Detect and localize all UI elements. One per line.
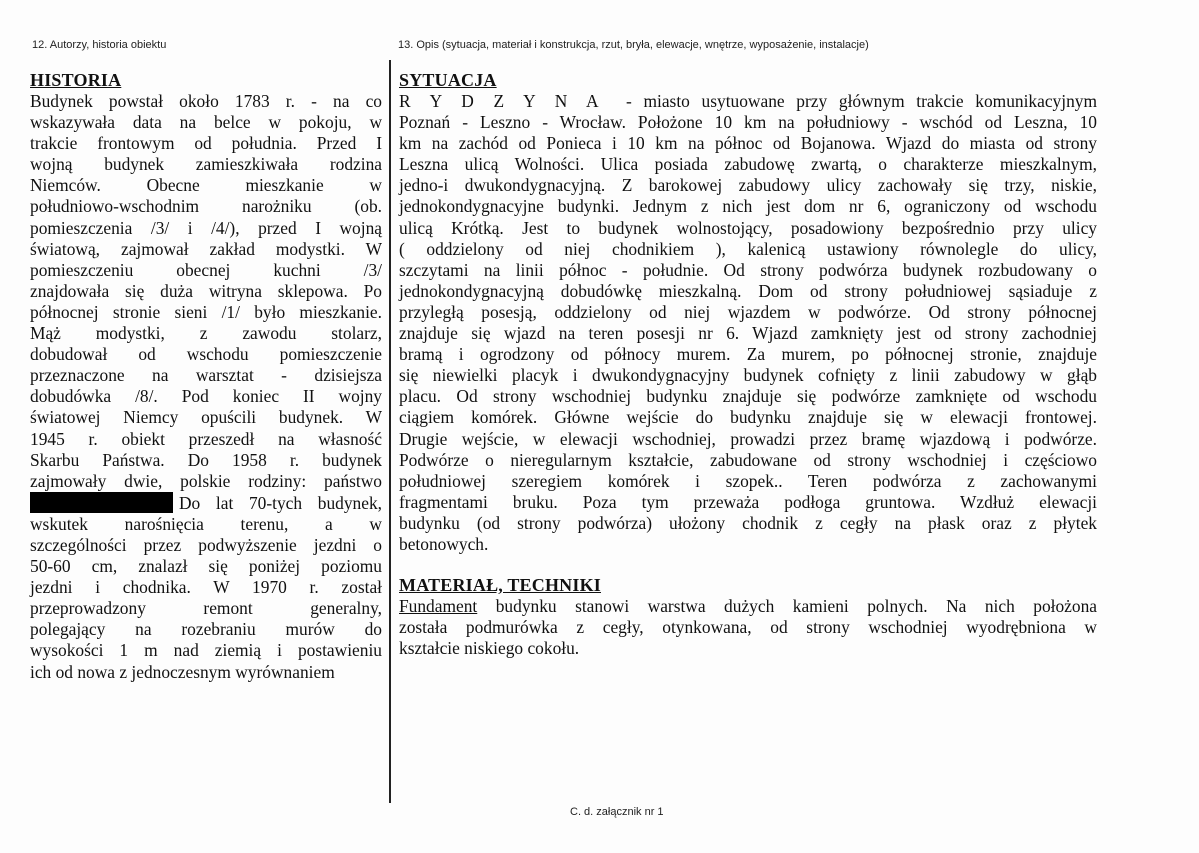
text-line: południowo-wschodnim narożniku (ob. (30, 196, 382, 217)
situation-text (399, 112, 1097, 534)
text-line: pomieszczenia /3/ i /4/), przed I wojną (30, 217, 382, 238)
history-column (30, 70, 382, 683)
material-heading: MATERIAŁ, TECHNIKI (399, 575, 601, 596)
text-line: jedno-i dwukondygnacyjną. Z barokowej zabudowy ulicy zachowały się trzy, niskie, (399, 175, 1097, 196)
text-line: znajduje się wjazd na teren posesji nr 6. Wjazd zamknięty jest od strony zachodniej (399, 323, 1097, 344)
history-text (30, 91, 382, 492)
section-13-header: 13. Opis (sytuacja, materiał i konstrukcja, rzut, bryła, elewacje, wnętrze, wyposażenie, instalacje) (398, 39, 869, 51)
text-line: bramą i ogrodzony od północy murem. Za murem, po północnej stronie, znajduje (399, 344, 1097, 365)
text-line: budynku (od strony podwórza) ułożony chodnik z cegły na płask oraz z płytek (399, 512, 1097, 533)
description-column (399, 70, 1097, 659)
history-text-continued (30, 514, 382, 662)
text-line: pomieszczeniu obecnej kuchni /3/ (30, 259, 382, 280)
text-line: ulicą Krótką. Jest to budynek wolnostojący, posadowiony bezpośrednio przy ulicy (399, 217, 1097, 238)
text-line: Drugie wejście, w elewacji wschodniej, prowadzi przez bramę wjazdową i podwórze. (399, 428, 1097, 449)
text-line: wojną budynek zamieszkiwała rodzina (30, 154, 382, 175)
text-line: wskazywała data na belce w pokoju, w (30, 112, 382, 133)
column-divider (389, 60, 391, 803)
text-line: przeznaczone na warsztat - dzisiejsza (30, 365, 382, 386)
text-line: szczególności przez podwyższenie jezdni o (30, 534, 382, 555)
text-line: Podwórze o nieregularnym kształcie, zabudowane od strony wschodniej i częściowo (399, 449, 1097, 470)
fundament-term: Fundament (399, 596, 478, 617)
text-line: 1945 r. obiekt przeszedł na własność (30, 428, 382, 449)
text-line: przyległą posesją, oddzielony od niej wjazdem w podwórze. Od strony północnej (399, 301, 1097, 322)
text-line: Mąż modystki, z zawodu stolarz, (30, 323, 382, 344)
situation-last-line: betonowych. (399, 533, 489, 554)
text-line: Poznań - Leszno - Wrocław. Położone 10 km na południowy - wschód od Leszna, 10 (399, 112, 1097, 133)
text-line: północnej stronie sieni /1/ było mieszkanie. (30, 301, 382, 322)
text-line: jednokondygnacyjne budynki. Jednym z nich jest dom nr 6, ograniczony od wschodu (399, 196, 1097, 217)
redaction-block (30, 492, 173, 513)
text-line: południowej szeregiem komórek i szopek.. Teren podwórza z zachowanymi (399, 470, 1097, 491)
text-line: wysokości 1 m nad ziemią i postawieniu (30, 640, 382, 661)
text-line: placu. Od strony wschodniej budynku znajduje się podwórze zamknięte od wschodu (399, 386, 1097, 407)
material-text (399, 617, 1097, 638)
text-line: wskutek narośnięcia terenu, a w (30, 513, 382, 534)
text-line: fragmentami bruku. Poza tym przeważa podłoga gruntowa. Wzdłuż elewacji (399, 491, 1097, 512)
text-line: przeprowadzony remont generalny, (30, 598, 382, 619)
material-first-line-text: budynku stanowi warstwa dużych kamieni polnych. Na nich położona (495, 596, 1097, 617)
text-line: światową, zajmował zakład modystki. W (30, 238, 382, 259)
situation-heading: SYTUACJA (399, 70, 497, 90)
material-first-line (399, 596, 1097, 617)
text-line: 50-60 cm, znalazł się poniżej poziomu (30, 556, 382, 577)
text-line: trakcie frontowym od południa. Przed I (30, 133, 382, 154)
text-line: została podmurówka z cegły, otynkowana, od strony wschodniej wyodrębniona w (399, 617, 1097, 638)
redacted-line (30, 492, 382, 514)
text-line: jednokondygnacyjną dobudówkę mieszkalną. Dom od strony południowej sąsiaduje z (399, 280, 1097, 301)
text-line: szczytami na linii północ - południe. Od strony podwórza budynek rozbudowany o (399, 259, 1097, 280)
text-line: Skarbu Państwa. Do 1958 r. budynek (30, 449, 382, 470)
text-line: polegający na rozebraniu murów do (30, 619, 382, 640)
footer-note: C. d. załącznik nr 1 (570, 806, 664, 818)
text-line: zajmowały dwie, polskie rodziny: państwo (30, 470, 382, 491)
text-line: jezdni i chodnika. W 1970 r. został (30, 577, 382, 598)
situation-first-line (399, 91, 1097, 112)
text-line: Budynek powstał około 1783 r. - na co (30, 91, 382, 111)
text-line: Leszna ulicą Wolności. Ulica posiada zabudowę zwartą, o charakterze mieszkalnym, (399, 154, 1097, 175)
text-line: dobudował od wschodu pomieszczenie (30, 344, 382, 365)
situation-first-line-text: - miasto usytuowane przy głównym trakcie komunikacyjnym (626, 91, 1097, 111)
text-line: km na zachód od Poniecа i 10 km na północ od Bojanowa. Wjazd do miasta od strony (399, 133, 1097, 154)
text-line: dobudówka /8/. Pod koniec II wojny (30, 386, 382, 407)
history-last-line: ich od nowa z jednoczesnym wyrównaniem (30, 661, 335, 682)
section-12-header: 12. Autorzy, historia obiektu (32, 39, 167, 51)
text-line: Niemców. Obecne mieszkanie w (30, 175, 382, 196)
text-line: znajdowała się duża witryna sklepowa. Po (30, 280, 382, 301)
text-line: ( oddzielony od niej chodnikiem ), kalenicą ustawiony równolegle do ulicy, (399, 238, 1097, 259)
history-heading: HISTORIA (30, 70, 122, 90)
text-line: światowej Niemcy opuścili budynek. W (30, 407, 382, 428)
text-line: ciągiem komórek. Główne wejście do budynku znajduje się w elewacji frontowej. (399, 407, 1097, 428)
text-line: się niewielki placyk i dwukondygnacyjny budynek cofnięty z linii zabudowy w głąb (399, 365, 1097, 386)
town-name: R Y D Z Y N A (399, 91, 603, 111)
material-last-line: kształcie niskiego cokołu. (399, 638, 580, 659)
redacted-line-text: Do lat 70-tych budynek, (179, 492, 382, 513)
